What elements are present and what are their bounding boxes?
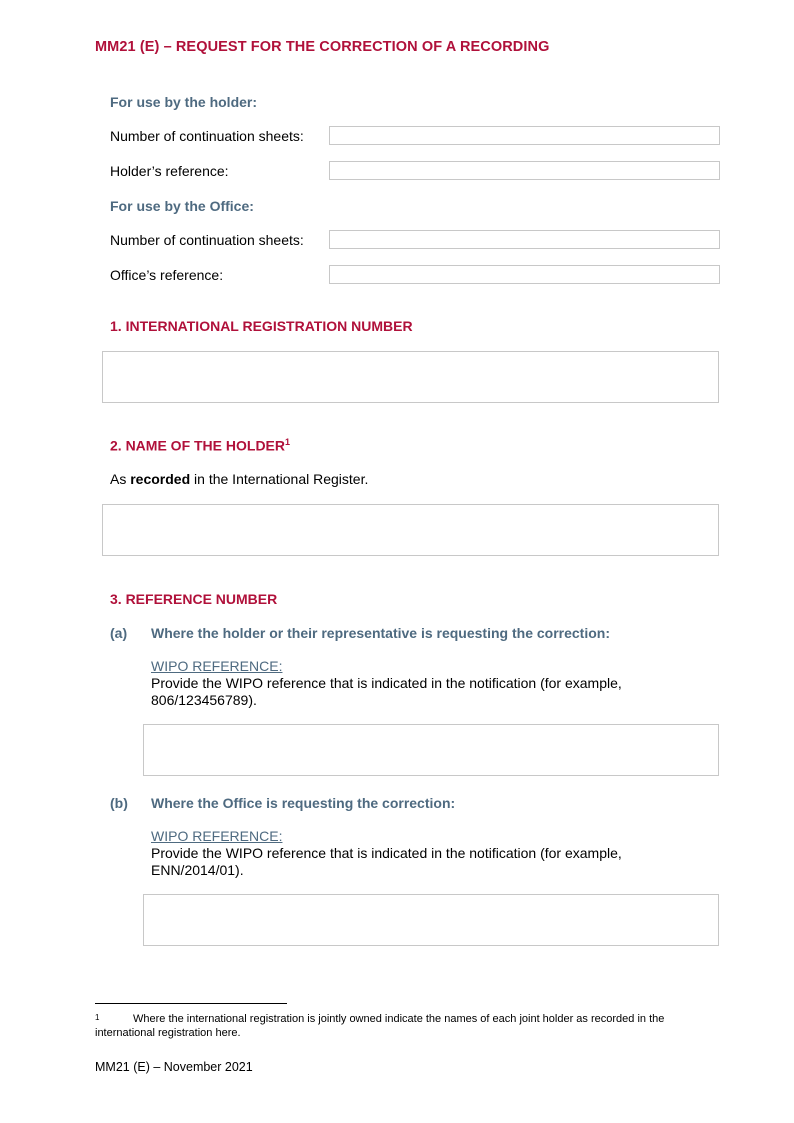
footnote-number: 1 — [95, 1013, 100, 1022]
section-1-heading: 1. INTERNATIONAL REGISTRATION NUMBER — [110, 318, 413, 334]
holder-ref-label: Holder’s reference: — [110, 163, 229, 179]
footnote-text: Where the international registration is jointly owned indicate the names of each joint holder as recorded in the international registration here. — [95, 1013, 665, 1039]
section-2-heading — [110, 437, 290, 454]
holder-ref-field[interactable] — [329, 161, 720, 180]
subsection-a-text: Provide the WIPO reference that is indicated in the notification (for example, 806/123456789). — [151, 675, 622, 708]
page-footer: MM21 (E) – November 2021 — [95, 1060, 253, 1074]
subsection-b-heading: Where the Office is requesting the correction: — [151, 795, 456, 811]
intro-bold: recorded — [130, 471, 191, 487]
wipo-reference-link-b[interactable]: WIPO REFERENCE: — [151, 828, 283, 844]
registration-number-field[interactable] — [102, 351, 719, 403]
form-title: MM21 (E) – REQUEST FOR THE CORRECTION OF A RECORDING — [95, 39, 550, 55]
holder-sheets-label: Number of continuation sheets: — [110, 128, 304, 144]
subsection-b-marker: (b) — [110, 795, 128, 811]
office-ref-field[interactable] — [329, 265, 720, 284]
holder-name-field[interactable] — [102, 504, 719, 556]
office-sheets-label: Number of continuation sheets: — [110, 232, 304, 248]
intro-after: in the International Register. — [190, 471, 369, 487]
footnote-divider — [95, 1003, 287, 1004]
office-ref-label: Office’s reference: — [110, 267, 224, 283]
holder-use-heading: For use by the holder: — [110, 94, 258, 110]
footnote — [95, 1012, 715, 1040]
section-2-intro — [110, 471, 368, 488]
section-3-heading: 3. REFERENCE NUMBER — [110, 591, 278, 607]
wipo-reference-link-a[interactable]: WIPO REFERENCE: — [151, 658, 283, 674]
subsection-b-text: Provide the WIPO reference that is indicated in the notification (for example, ENN/2014/01). — [151, 845, 622, 878]
wipo-reference-field-b[interactable] — [143, 894, 719, 946]
subsection-a-heading: Where the holder or their representative is requesting the correction: — [151, 625, 610, 641]
holder-sheets-field[interactable] — [329, 126, 720, 145]
office-sheets-field[interactable] — [329, 230, 720, 249]
intro-before: As — [110, 471, 131, 487]
wipo-reference-field-a[interactable] — [143, 724, 719, 776]
office-use-heading: For use by the Office: — [110, 198, 254, 214]
subsection-a-marker: (a) — [110, 625, 128, 641]
footnote-ref: 1 — [285, 437, 291, 447]
section-2-heading-text: 2. NAME OF THE HOLDER — [110, 437, 286, 454]
